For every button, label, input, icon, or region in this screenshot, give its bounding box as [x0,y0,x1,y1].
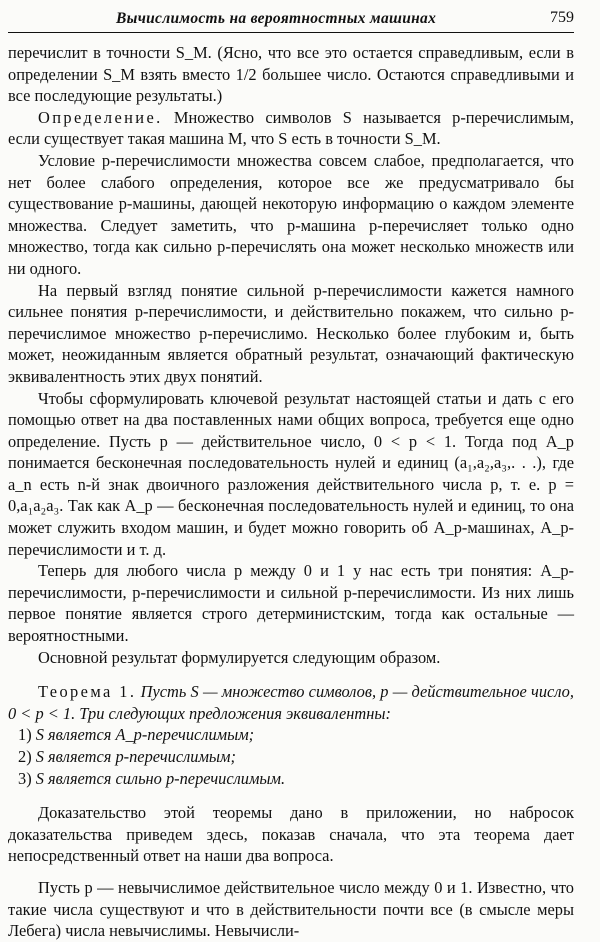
theorem-list [8,724,574,789]
paragraph: Теперь для любого числа p между 0 и 1 у нас есть три понятия: A_p-перечислимости, p-перечислимости и сильной p-перечислимости. Из них лишь первое понятие является строго детерминистским, тогда как остальные — вероятностными. [8,561,574,646]
paragraph: На первый взгляд понятие сильной p-перечислимости кажется намного сильнее понятия p-перечислимости, и действительно покажем, что сильно p-перечислимое множество p-перечислимо. Несколько более глубоким и, быть может, неожиданным является обратный результат, означающий фактическую эквивалентность этих двух понятий. [8,280,574,386]
list-item: 3) S является сильно p-перечислимым. [18,768,286,788]
paragraph: Условие p-перечислимости множества совсем слабое, предполагается, что нет более слабого определения, которое все же предусматривало бы существование p-машины, дающей некоторую информацию о каждом элементе множества. Следует заметить, что p-машина p-перечисляет только одно множество, тогда как сильно p-перечислять она может несколько множеств или ни одного. [8,150,574,278]
page-number: 759 [550,9,574,26]
paragraph: перечислит в точности S_M. (Ясно, что все это остается справедливым, если в определении S_M взять вместо 1/2 большее число. Остаются справедливыми и все последующие результаты.) [8,43,574,106]
theorem-text: Пусть S — множество символов, p — действительное число, 0 < p < 1. Три следующих предложения эквивалентны: [8,682,574,723]
paragraph: Чтобы сформулировать ключевой результат настоящей статьи и дать с его помощью ответ на два поставленных нами общих вопроса, требуется еще одно определение. Пусть p — действительное число, 0 < p < 1. Тогда под A_p понимается бесконечная последовательность нулей и единиц (a₁,a₂,a₃,. . .), где a_n есть n-й знак двоичного разложения действительного числа p, т. е. p = 0,a₁a₂a₃. Так как A_p — бесконечная последовательность нулей и единиц, то она может служить входом машин, и будет можно говорить об A_p-машинах, A_p-перечислимости и т. д. [8,388,574,559]
list-item: 2) S является p-перечислимым; [18,747,236,766]
page-body [8,42,574,942]
definition-text: Множество символов S называется p-перечислимым, если существует такая машина M, что S есть в точности S_M. [8,107,574,149]
list-item: 1) S является A_p-перечислимым; [18,725,255,745]
theorem-label: Теорема 1. [38,682,137,702]
definition-label: Определение. [38,107,163,127]
theorem-paragraph [8,681,574,724]
paragraph: Пусть p — невычислимое действительное число между 0 и 1. Известно, что такие числа существуют и что в действительности почти все (в смысле меры Лебега) числа невычислимы. Невычисли- [8,877,574,941]
running-title: Вычислимость на вероятностных машинах [116,10,437,27]
paragraph: Основной результат формулируется следующим образом. [38,647,441,667]
paragraph: Доказательство этой теоремы дано в приложении, но набросок доказательства приведем здесь, показав сначала, что эта теорема дает непосредственный ответ на наши два вопроса. [8,803,574,866]
definition-paragraph [8,107,574,150]
page-header [8,6,574,33]
